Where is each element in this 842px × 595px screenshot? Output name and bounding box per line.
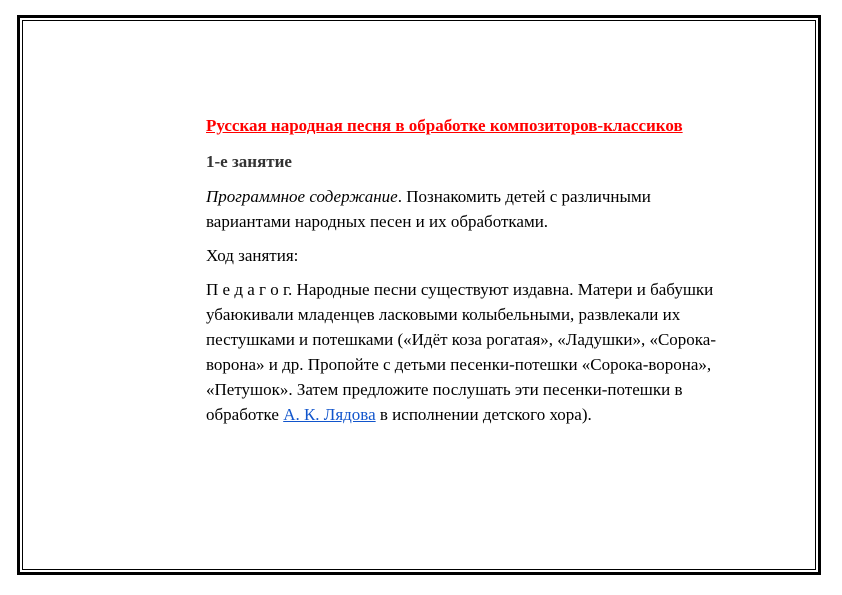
teacher-text-before: П е д а г о г. Народные песни существуют издавна. Матери и бабушки убаюкивали младенцев ласковыми колыбельными, развлекали их пестушками и потешками («Идёт коза рогатая», «Ладушки», «Сорока-ворона» и др. Пропойте с детьми песенки-потешки «Сорока-ворона», «Петушок». Затем предложите послушать эти песенки-потешки в обработке [206,280,717,424]
teacher-text-after: в исполнении детского хора). [375,405,592,424]
lyadov-link[interactable]: А. К. Лядова [283,405,376,424]
progress-heading: Ход занятия: [206,246,299,265]
teacher-paragraph [206,277,726,427]
program-label: Программное содержание [206,187,398,206]
program-text: . Познакомить детей с различными вариантами народных песен и их обработками. [206,187,651,231]
document-title: Русская народная песня в обработке композиторов-классиков [206,116,683,135]
document-body [206,112,726,436]
program-paragraph [206,184,726,234]
lesson-number: 1-е занятие [206,152,292,171]
